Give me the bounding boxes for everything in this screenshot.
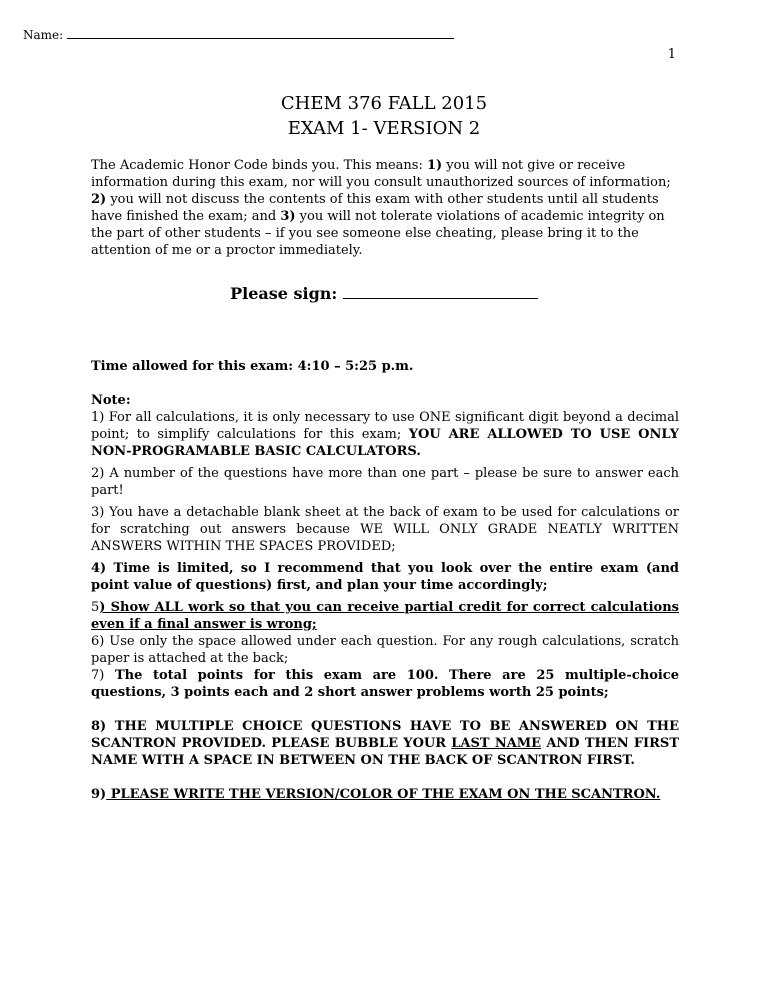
signature-line <box>0 284 768 303</box>
honor-code-paragraph: The Academic Honor Code binds you. This means: 1) you will not give or receive information during this exam, nor will you consult unauthorized sources of information; 2) you will not discuss the contents of this exam with other students until all students have finished the exam; and 3) you will not tolerate violations of academic integrity on the part of other students – if you see someone else cheating, please bring it to the attention of me or a proctor immediately. <box>91 158 671 258</box>
name-blank-line <box>67 38 454 39</box>
note-3: 3) You have a detachable blank sheet at the back of exam to be used for calculations or for scratching out answers because WE WILL ONLY GRADE NEATLY WRITTEN ANSWERS WITHIN THE SPACES PROVIDED; <box>91 505 679 554</box>
time-allowed: Time allowed for this exam: 4:10 – 5:25 p.m. <box>91 359 414 374</box>
note-9: 9) PLEASE WRITE THE VERSION/COLOR OF THE EXAM ON THE SCANTRON. <box>91 787 661 802</box>
notes-heading: Note: <box>91 393 131 408</box>
note-2: 2) A number of the questions have more than one part – please be sure to answer each part! <box>91 466 679 498</box>
note-7: 7) The total points for this exam are 100. There are 25 multiple-choice questions, 3 points each and 2 short answer problems worth 25 points; <box>91 668 679 700</box>
note-8: 8) THE MULTIPLE CHOICE QUESTIONS HAVE TO BE ANSWERED ON THE SCANTRON PROVIDED. PLEASE BUBBLE YOUR LAST NAME AND THEN FIRST NAME WITH A SPACE IN BETWEEN ON THE BACK OF SCANTRON FIRST. <box>91 719 679 768</box>
course-title: CHEM 376 FALL 2015 <box>280 93 488 114</box>
name-field <box>23 28 454 42</box>
page-number: 1 <box>667 47 676 62</box>
signature-label: Please sign: <box>230 284 338 303</box>
note-4: 4) Time is limited, so I recommend that you look over the entire exam (and point value of questions) first, and plan your time accordingly; <box>91 561 679 593</box>
exam-version-title: EXAM 1- VERSION 2 <box>287 118 481 139</box>
signature-blank-line <box>343 298 538 299</box>
notes-section <box>91 392 679 803</box>
note-6: 6) Use only the space allowed under each question. For any rough calculations, scratch paper is attached at the back; <box>91 634 679 666</box>
name-label: Name: <box>23 28 64 42</box>
note-5: 5) Show ALL work so that you can receive partial credit for correct calculations even if a final answer is wrong; <box>91 600 679 632</box>
note-1: 1) For all calculations, it is only necessary to use ONE significant digit beyond a decimal point; to simplify calculations for this exam; YOU ARE ALLOWED TO USE ONLY NON-PROGRAMABLE BASIC CALCULATORS. <box>91 410 679 459</box>
